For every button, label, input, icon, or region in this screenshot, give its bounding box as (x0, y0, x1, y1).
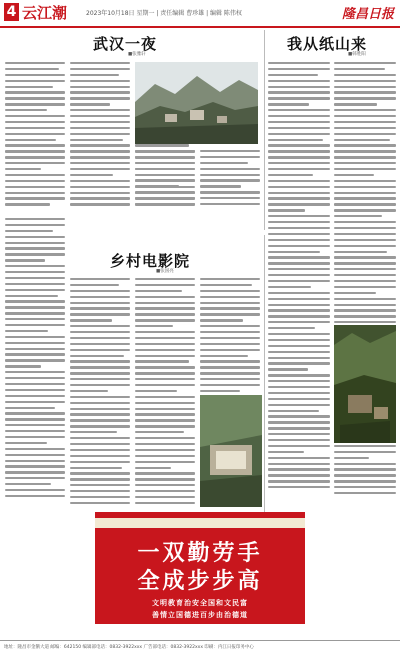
text-column (268, 62, 330, 512)
article-byline-wuhan: ■张雅轩 (128, 52, 146, 57)
page-number: 4 (4, 3, 19, 21)
text-column (135, 278, 195, 510)
article-byline-village-cinema: ■张国亮 (156, 269, 174, 274)
article-title-village-cinema: 乡村电影院 (110, 252, 191, 270)
ad-top-band (95, 518, 305, 528)
text-column (5, 218, 65, 510)
column-divider (264, 235, 265, 513)
ad-slogan-2: 善情立国德进百步由治德道 (152, 611, 248, 619)
ad-headline-2: 全成步步高 (137, 569, 263, 594)
page-name: 云江潮 (22, 4, 68, 22)
newspaper-logo: 隆昌日报 (341, 7, 394, 22)
page-header (0, 0, 400, 28)
text-column (334, 62, 396, 512)
photo-mountain-village (135, 62, 258, 144)
text-column (70, 62, 130, 212)
photo-paper-mountain (334, 325, 396, 443)
footer-info: 地址：隆昌市金鹅大道 邮编：642150 编辑部电话：0832-3922xxx 广告部电话：0832-3922xxx 印刷：内江日报印务中心 (4, 645, 254, 650)
column-divider (264, 30, 265, 230)
text-column (5, 62, 65, 212)
photo-village-cinema (200, 395, 262, 507)
article-byline-paper-mountain: ■韩胜阳 (348, 52, 366, 57)
ad-slogan-1: 文明教育治安全国和文民富 (152, 599, 248, 607)
text-column (135, 150, 195, 212)
text-column (200, 150, 260, 212)
public-service-ad (95, 512, 305, 624)
header-meta: 2023年10月18日 星期一 | 责任编辑 曹珍雄 | 编辑 陈伟权 (86, 10, 242, 17)
text-column (70, 278, 130, 510)
ad-headline-1: 一双勤劳手 (137, 541, 263, 566)
article-title-wuhan: 武汉一夜 (93, 35, 158, 53)
article-title-paper-mountain: 我从纸山来 (287, 35, 368, 53)
page-footer (0, 640, 400, 657)
